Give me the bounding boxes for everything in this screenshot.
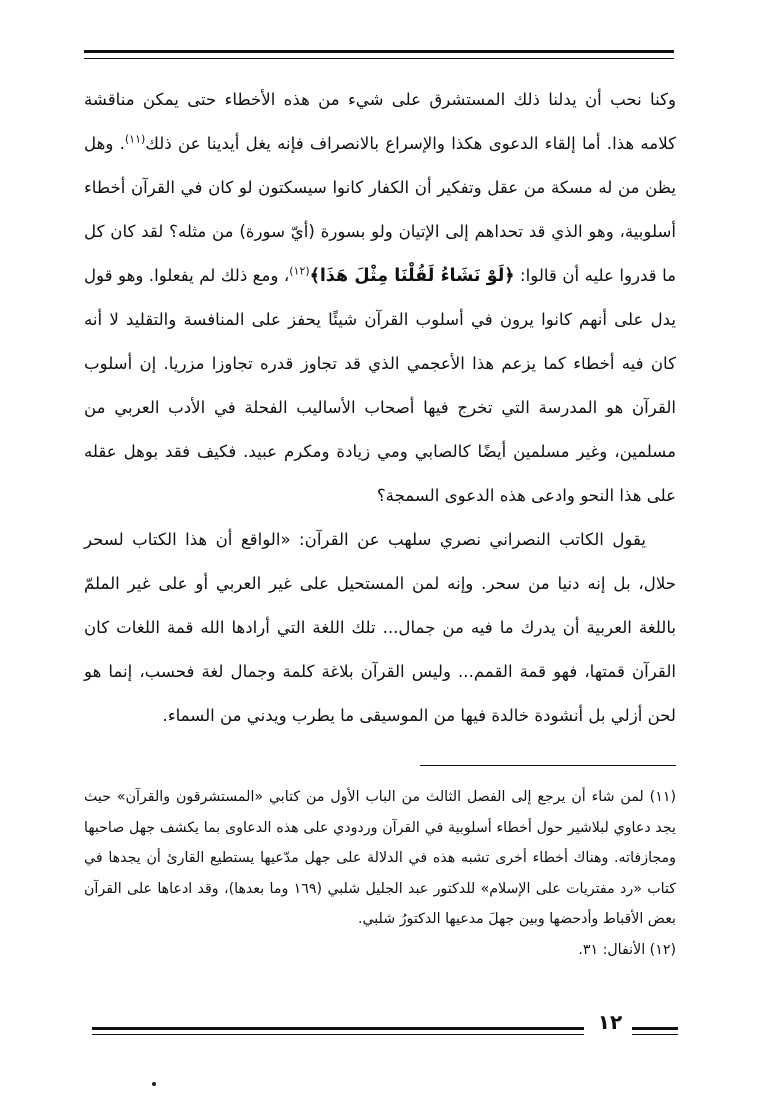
footnote-ref-11: (١١) [124,132,146,146]
paragraph-1-part-c: ، ومع ذلك لم يفعلوا. وهو قول يدل على أنهم كانوا يرون في أسلوب القرآن شيئًا يحفز على المنافسة والتقليد لا أنه كان فيه أخطاء كما يزعم هذا الأعجمي الذي قد تجاوز قدره تجاوزا مزريا. إن أسلوب القرآن هو المدرسة التي تخرج فيها أصحاب الأساليب الفحلة في الأدب العربي من مسلمين، وغير مسلمين أيضًا كالصابي ومي زيادة ومكرم عبيد. فكيف فقد بوهل عقله على هذا النحو وادعى هذه الدعوى السمجة؟ [84,266,676,505]
footnote-11: (١١) لمن شاء أن يرجع إلى الفصل الثالث من الباب الأول من كتابي «المستشرقون والقرآن» حيث يجد دعاوي لبلاشير حول أخطاء أسلوبية في القرآن وردودي على هذه الدعاوى بما يكشف جهل صاحبها ومجازفاته. وهناك أخطاء أخرى تشبه هذه في الدلالة على جهل مدّعيها يستطيع القارئ أن يجدها في كتاب «رد مفتريات على الإسلام» للدكتور عبد الجليل شلبي (١٦٩ وما بعدها)، وقد ادعاها على القرآن بعض الأقباط وأدحضها وبين جهلَ مدعيها الدكتورُ شلبي. [84,789,676,927]
footer-rule-right-thick [632,1027,678,1030]
header-rule-thin [84,58,674,59]
footnote-ref-12: (١٢) [289,264,310,278]
footer-rule-thin [92,1034,584,1035]
paragraph-1-part-b: . وهل يظن من له مسكة من عقل وتفكير أن الكفار كانوا سيسكتون لو كان في القرآن أخطاء أسلوبية، وهو الذي قد تحداهم إلى الإتيان ولو بسورة (أيّ سورة) من مثله؟ لقد كان كل ما قدروا عليه أن قالوا: [84,134,677,285]
page-number: ١٢ [597,1010,623,1034]
scan-speck [152,1082,156,1086]
paragraph-2: يقول الكاتب النصراني نصري سلهب عن القرآن: «الواقع أن هذا الكتاب لسحر حلال، بل إنه دنيا من سحر. وإنه لمن المستحيل على غير العربي أو على غير الملمّ باللغة العربية أن يدرك ما فيه من جمال... تلك اللغة التي أرادها الله قمة اللغات كان القرآن قمتها، فهو قمة القمم... وليس القرآن بلاغة كلمة وجمال لغة فحسب، إنما هو لحن أزلي بل أنشودة خالدة فيها من الموسيقى ما يطرب ويدني من السماء. [84,530,676,725]
footer-rule-thick [92,1027,584,1030]
footnote-12: (١٢) الأنفال: ٣١. [578,941,676,958]
header-rule-thick [84,50,674,53]
main-text [84,78,676,738]
paragraph-1 [84,78,676,518]
quran-verse: ﴿لَوْ نَشَاءُ لَقُلْنَا مِثْلَ هَذَا﴾ [309,266,515,286]
footnote-separator [420,765,676,766]
footer-rule-right-thin [632,1034,678,1035]
paragraph-1-part-a: وكنا نحب أن يدلنا ذلك المستشرق على شيء من هذه الأخطاء حتى يمكن مناقشة كلامه هذا. أما إلقاء الدعوى هكذا والإسراع بالانصراف فإنه يغل أيدينا عن ذلك [84,90,676,153]
footnotes [84,782,676,965]
